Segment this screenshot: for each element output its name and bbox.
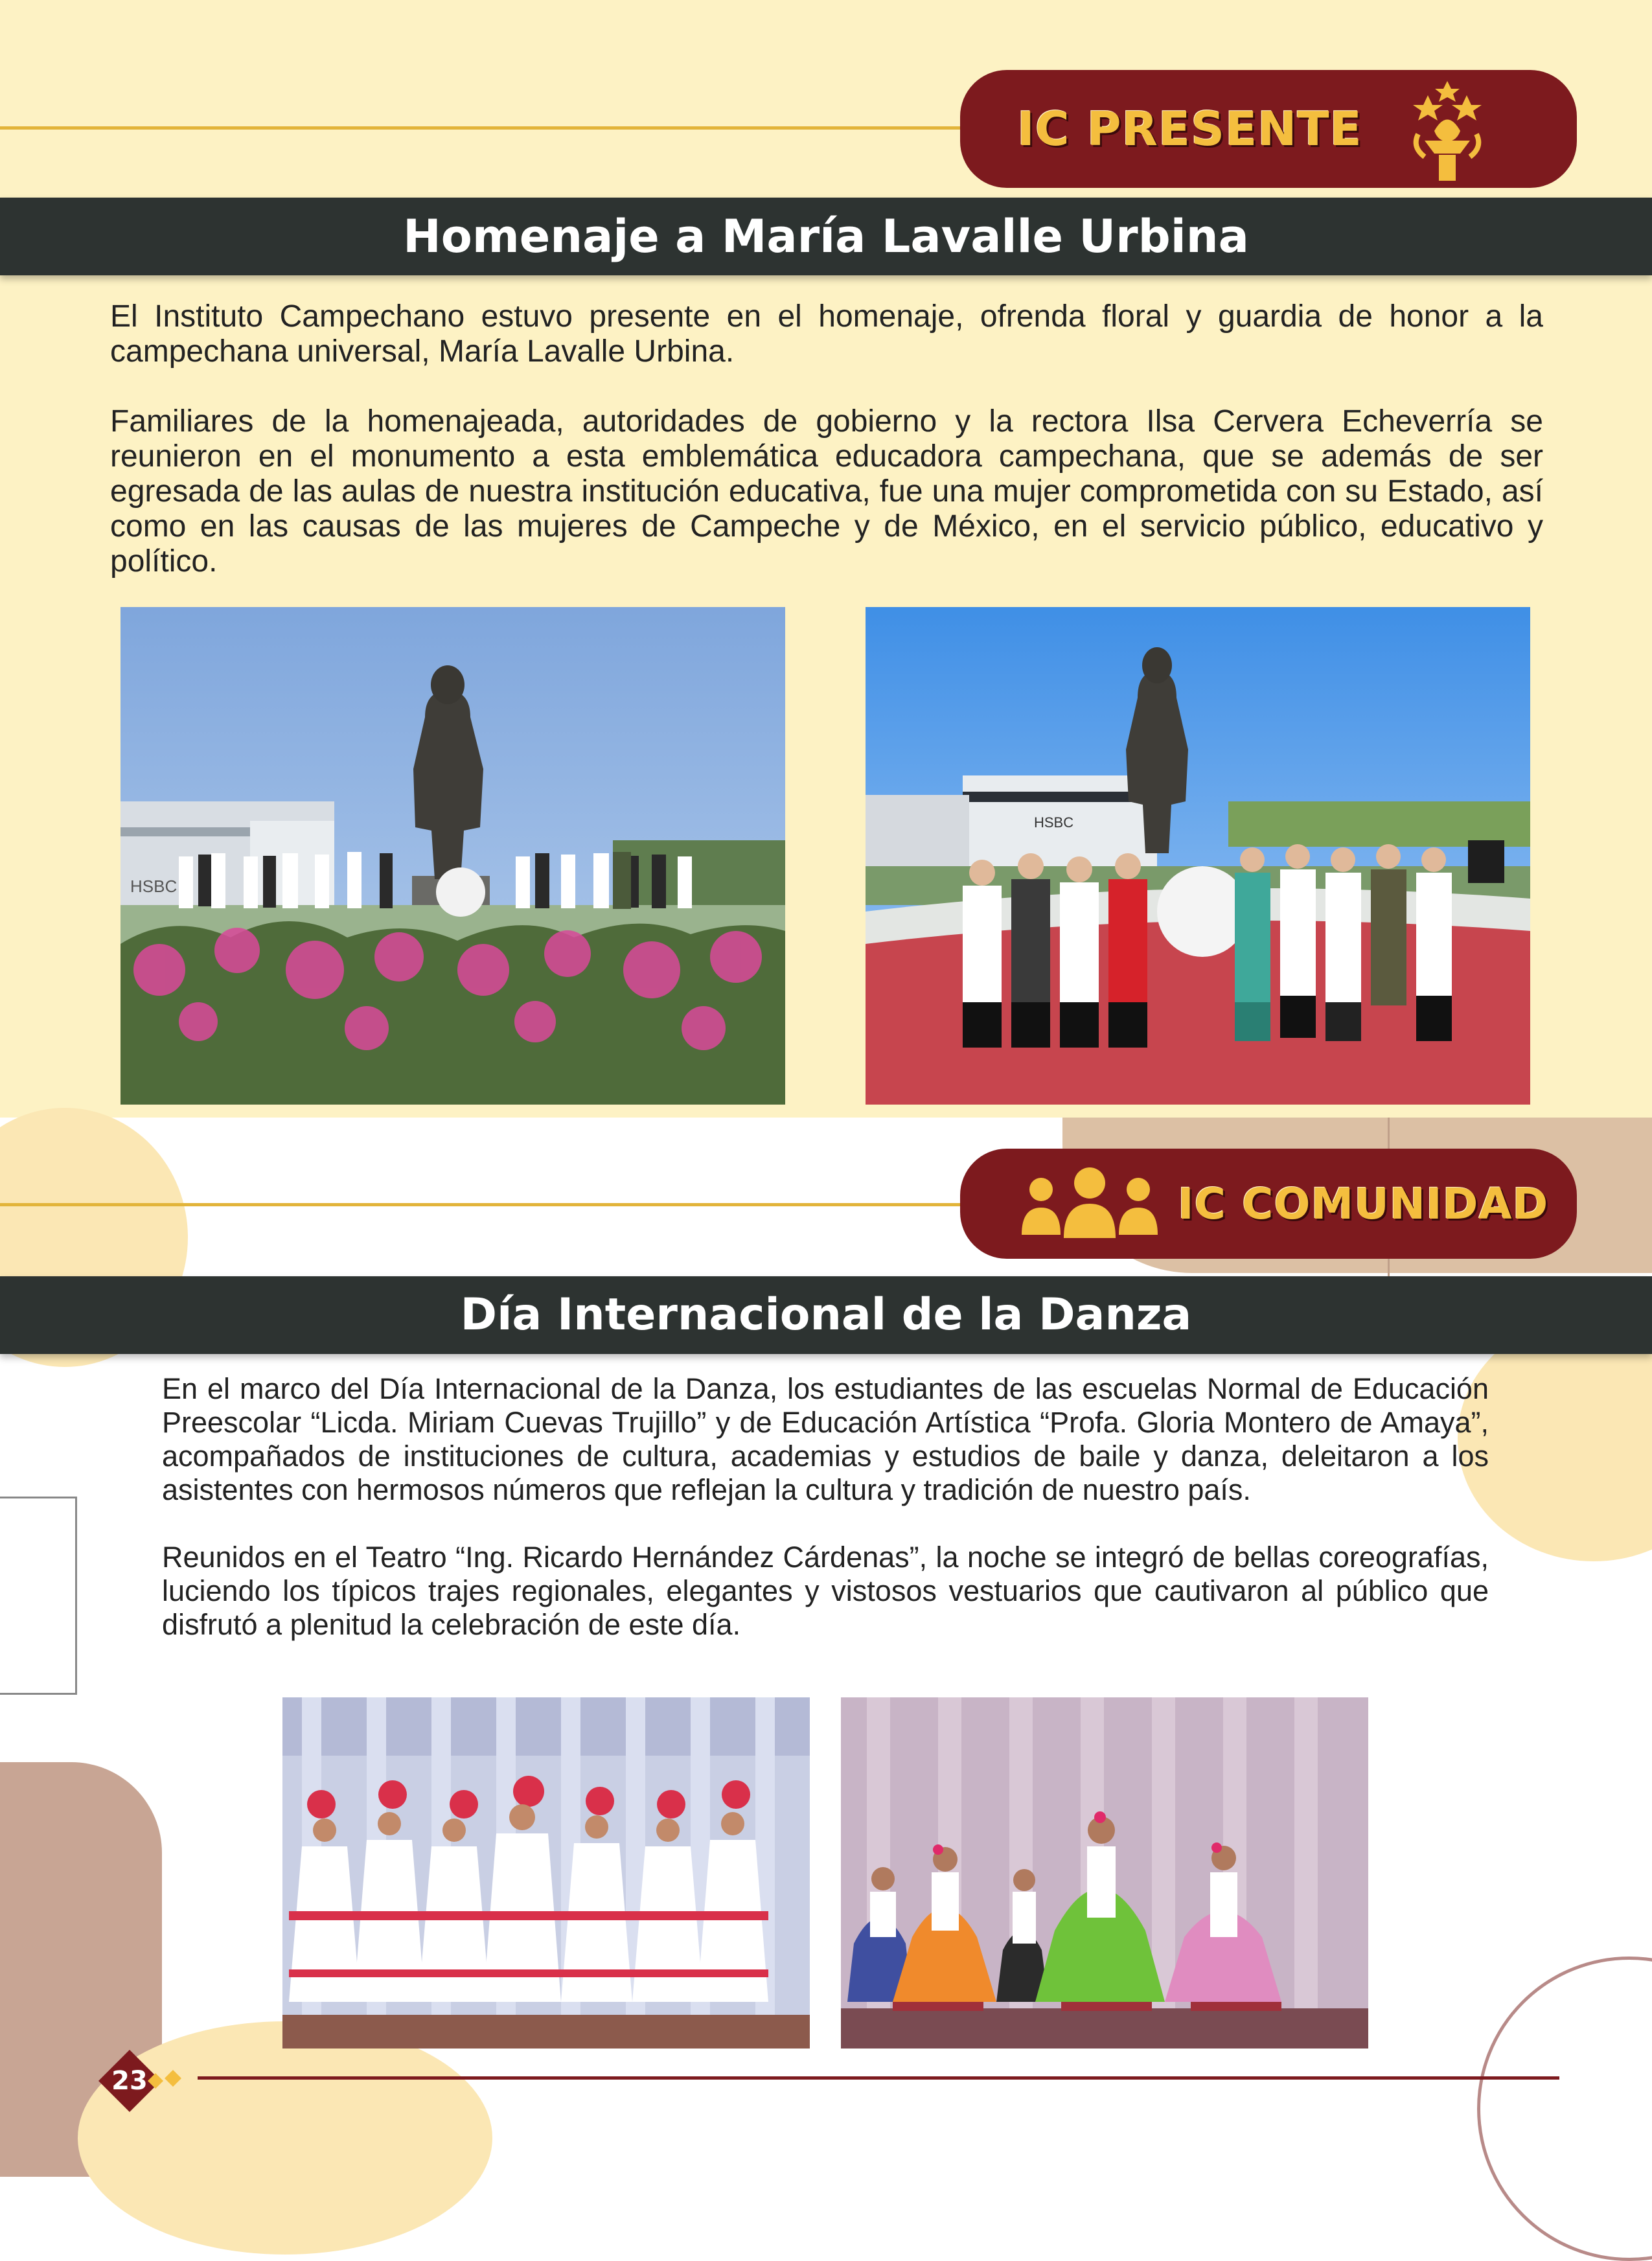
section1-body: [110, 299, 1543, 579]
section1-paragraph-2: Familiares de la homenajeada, autoridades de gobierno y la rectora Ilsa Cervera Echeverría se reunieron en el monumento a esta emblemática educadora campechana, que se además de ser egresada de las aulas de nuestra institución educativa, fue una mujer comprometida con su Estado, así como en las causas de las mujeres de Campeche y de México, en el servicio público, educativo y político.: [110, 404, 1543, 579]
deco-ring-bottom-right: [1477, 1957, 1652, 2261]
section1-title-bar: [0, 198, 1652, 275]
torch-icon: [1399, 69, 1496, 189]
ic-presente-pill: [960, 70, 1577, 188]
community-icon: [1018, 1164, 1161, 1244]
section1-title: Homenaje a María Lavalle Urbina: [403, 210, 1249, 263]
ic-comunidad-label: IC COMUNIDAD: [1178, 1178, 1549, 1229]
deco-frame-left: [0, 1497, 77, 1695]
photo-danza-1: [282, 1697, 810, 2049]
section1-paragraph-1: El Instituto Campechano estuvo presente en el homenaje, ofrenda floral y guardia de honor a la campechana universal, María Lavalle Urbina.: [110, 299, 1543, 369]
section2-title-bar: [0, 1276, 1652, 1354]
header-rule-1: [0, 126, 972, 130]
photo-homenaje-1: [120, 607, 785, 1105]
ic-comunidad-pill: [960, 1149, 1577, 1259]
sign-text-left: HSBC: [130, 877, 178, 896]
header-rule-2: [0, 1203, 972, 1206]
page-number: 23: [111, 2066, 148, 2096]
footer-rule: [198, 2076, 1559, 2080]
section2-body: [162, 1372, 1489, 1642]
diamond-icon: [165, 2070, 181, 2089]
photo-homenaje-2: [866, 607, 1530, 1105]
photo-danza-2: [841, 1697, 1368, 2049]
ic-presente-label: IC PRESENTE: [1017, 102, 1362, 156]
section2-paragraph-2: Reunidos en el Teatro “Ing. Ricardo Hernández Cárdenas”, la noche se integró de bellas coreografías, luciendo los típicos trajes regionales, elegantes y vistosos vestuarios que cautivaron al público que disfrutó a plenitud la celebración de este día.: [162, 1541, 1489, 1641]
page-number-badge: [98, 2050, 170, 2112]
section2-paragraph-1: En el marco del Día Internacional de la Danza, los estudiantes de las escuelas Normal de Educación Preescolar “Licda. Miriam Cuevas Trujillo” y de Educación Artística “Profa. Gloria Montero de Amaya”, acompañados de instituciones de cultura, academias y estudios de baile y danza, deleitaron a los asistentes con hermosos números que reflejan la cultura y tradición de nuestro país.: [162, 1372, 1489, 1506]
section2-title: Día Internacional de la Danza: [460, 1289, 1192, 1340]
sign-text-right: HSBC: [1034, 814, 1074, 831]
